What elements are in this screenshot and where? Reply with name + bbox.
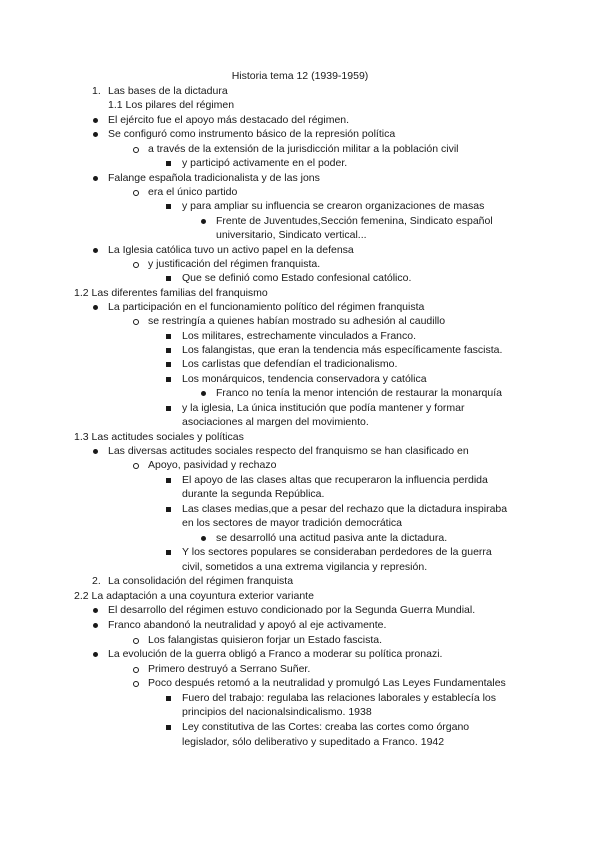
bullet-dot-icon bbox=[93, 623, 98, 628]
text-line: La Iglesia católica tuvo un activo papel en la defensa bbox=[108, 244, 354, 256]
bullet-dot-icon bbox=[93, 132, 98, 137]
text-line: Apoyo, pasividad y rechazo bbox=[148, 459, 277, 471]
bullet-square-icon bbox=[166, 696, 171, 701]
bullet-dot-icon bbox=[93, 176, 98, 181]
bullet-dot-icon bbox=[201, 391, 206, 396]
bullet-dot-icon bbox=[201, 219, 206, 224]
bullet-square-icon bbox=[166, 334, 171, 339]
bullet-square-icon bbox=[166, 507, 171, 512]
text-line: Las clases medias,que a pesar del rechazo que la dictadura inspiraba bbox=[182, 503, 508, 515]
text-line: se restringía a quienes habían mostrado su adhesión al caudillo bbox=[148, 315, 446, 327]
bullet-square-icon bbox=[166, 362, 171, 367]
bullet-square-icon bbox=[166, 348, 171, 353]
text-line: a través de la extensión de la jurisdicción militar a la población civil bbox=[148, 143, 459, 155]
text-line: principios del nacionalsindicalismo. 1938 bbox=[182, 706, 372, 718]
bullet-dot-icon bbox=[93, 652, 98, 657]
text-line: Los monárquicos, tendencia conservadora y católica bbox=[182, 373, 427, 385]
text-line: civil, sometidos a una extrema vigilancia y represión. bbox=[182, 561, 428, 573]
text-line: Ley constitutiva de las Cortes: creaba las cortes como órgano bbox=[182, 721, 470, 733]
bullet-square-icon bbox=[166, 550, 171, 555]
text-line: y participó activamente en el poder. bbox=[182, 157, 348, 169]
text-line: Los carlistas que defendían el tradicionalismo. bbox=[182, 358, 398, 370]
bullet-square-icon bbox=[166, 377, 171, 382]
text-line: se desarrolló una actitud pasiva ante la dictadura. bbox=[216, 532, 448, 544]
bullet-circle-icon bbox=[133, 638, 139, 644]
text-line: La evolución de la guerra obligó a Franco a moderar su política pronazi. bbox=[108, 648, 443, 660]
text-line: y para ampliar su influencia se crearon organizaciones de masas bbox=[182, 200, 485, 212]
text-line: Se configuró como instrumento básico de la represión política bbox=[108, 128, 396, 140]
text-line: era el único partido bbox=[148, 186, 238, 198]
text-line: Fuero del trabajo: regulaba las relaciones laborales y establecía los bbox=[182, 692, 497, 704]
bullet-square-icon bbox=[166, 725, 171, 730]
text-line: legislador, sólo deliberativo y supeditado a Franco. 1942 bbox=[182, 736, 445, 748]
list-number: 2. bbox=[92, 575, 101, 587]
bullet-circle-icon bbox=[133, 147, 139, 153]
bullet-circle-icon bbox=[133, 463, 139, 469]
text-line: Franco abandonó la neutralidad y apoyó al eje activamente. bbox=[108, 619, 387, 631]
text-line: en los sectores de mayor tradición democrática bbox=[182, 517, 403, 529]
bullet-square-icon bbox=[166, 276, 171, 281]
text-line: Y los sectores populares se consideraban perdedores de la guerra bbox=[182, 546, 492, 558]
bullet-dot-icon bbox=[93, 248, 98, 253]
bullet-circle-icon bbox=[133, 667, 139, 673]
text-line: 1.2 Las diferentes familias del franquismo bbox=[74, 287, 268, 299]
text-line: Que se definió como Estado confesional católico. bbox=[182, 272, 412, 284]
bullet-circle-icon bbox=[133, 190, 139, 196]
text-line: 2.2 La adaptación a una coyuntura exterior variante bbox=[74, 590, 314, 602]
bullet-dot-icon bbox=[93, 449, 98, 454]
text-line: Las diversas actitudes sociales respecto del franquismo se han clasificado en bbox=[108, 445, 469, 457]
bullet-circle-icon bbox=[133, 262, 139, 268]
list-number: 1. bbox=[92, 85, 101, 97]
bullet-dot-icon bbox=[93, 608, 98, 613]
text-line: universitario, Sindicato vertical... bbox=[216, 229, 367, 241]
text-line: Los falangistas, que eran la tendencia más específicamente fascista. bbox=[182, 344, 503, 356]
bullet-dot-icon bbox=[93, 305, 98, 310]
text-line: El apoyo de las clases altas que recuperaron la influencia perdida bbox=[182, 474, 488, 486]
text-line: asociaciones al margen del movimiento. bbox=[182, 416, 369, 428]
text-line: Los militares, estrechamente vinculados a Franco. bbox=[182, 330, 417, 342]
document-title: Historia tema 12 (1939-1959) bbox=[231, 70, 369, 82]
text-line: El desarrollo del régimen estuvo condicionado por la Segunda Guerra Mundial. bbox=[108, 604, 476, 616]
bullet-square-icon bbox=[166, 478, 171, 483]
bullet-square-icon bbox=[166, 161, 171, 166]
text-line: Frente de Juventudes,Sección femenina, Sindicato español bbox=[216, 215, 493, 227]
bullet-dot-icon bbox=[93, 118, 98, 123]
text-line: y la iglesia, La única institución que podía mantener y formar bbox=[182, 402, 465, 414]
bullet-dot-icon bbox=[201, 536, 206, 541]
text-line: Los falangistas quisieron forjar un Estado fascista. bbox=[148, 634, 383, 646]
text-line: y justificación del régimen franquista. bbox=[148, 258, 321, 270]
text-line: La consolidación del régimen franquista bbox=[108, 575, 294, 587]
bullet-square-icon bbox=[166, 204, 171, 209]
text-line: Primero destruyó a Serrano Suñer. bbox=[148, 663, 311, 675]
text-line: Falange española tradicionalista y de las jons bbox=[108, 172, 320, 184]
bullet-circle-icon bbox=[133, 681, 139, 687]
text-line: durante la segunda República. bbox=[182, 488, 325, 500]
text-line: Franco no tenía la menor intención de restaurar la monarquía bbox=[216, 387, 502, 399]
bullet-circle-icon bbox=[133, 319, 139, 325]
text-line: Poco después retomó a la neutralidad y promulgó Las Leyes Fundamentales bbox=[148, 677, 506, 689]
text-line: Las bases de la dictadura bbox=[108, 85, 228, 97]
text-line: La participación en el funcionamiento político del régimen franquista bbox=[108, 301, 425, 313]
text-line: 1.1 Los pilares del régimen bbox=[108, 99, 235, 111]
text-line: El ejército fue el apoyo más destacado del régimen. bbox=[108, 114, 350, 126]
bullet-square-icon bbox=[166, 406, 171, 411]
text-line: 1.3 Las actitudes sociales y políticas bbox=[74, 431, 244, 443]
